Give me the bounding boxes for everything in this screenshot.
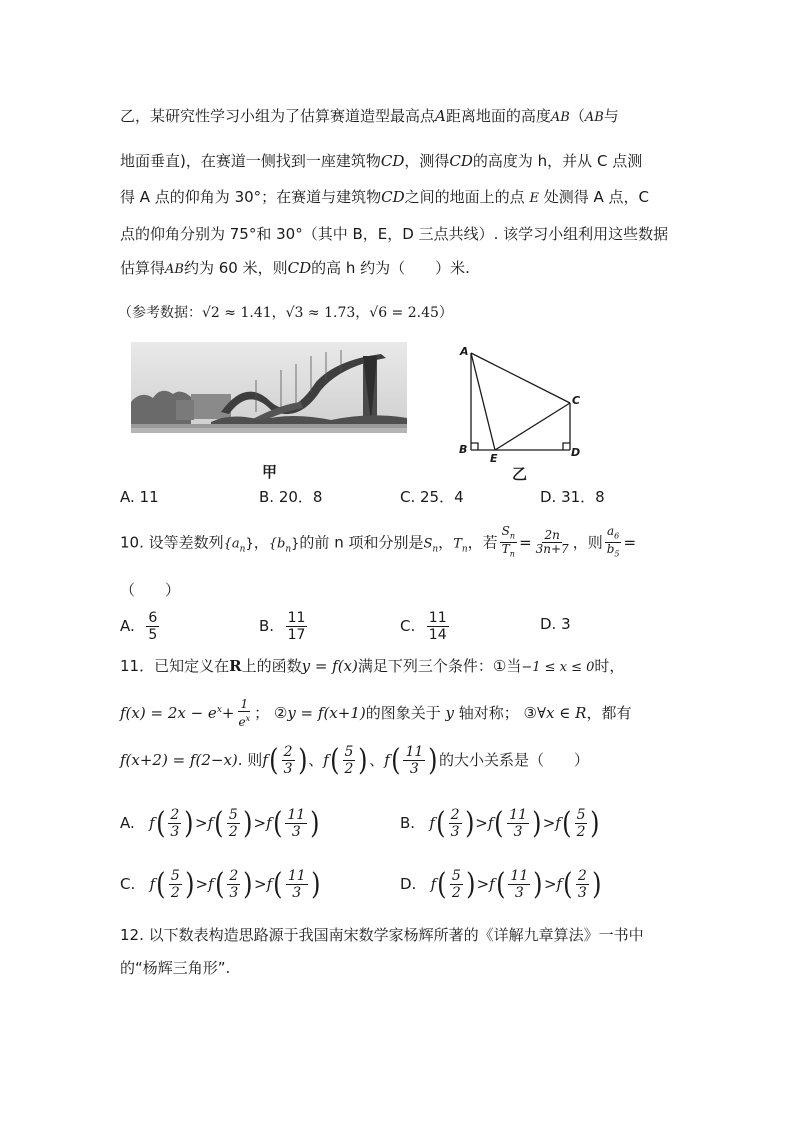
p11-option-b[interactable]: B. f( $\frac{2}{3}$ )>f( $\frac{11}{3}$ )>f( $\frac{5}{2}$ ) — [400, 805, 601, 841]
p9-line-5: 估算得AB约为 60 米，则CD的高 h 约为（ ）米. — [120, 259, 470, 277]
p9-option-c[interactable]: C. 25．4 — [400, 488, 464, 506]
p9-line-1: 乙，某研究性学习小组为了估算赛道造型最高点A距离地面的高度AB（AB与 — [120, 107, 619, 125]
p10-stem: 10. 设等差数列$\{a_n\}$，$\{b_n\}$的前 n 项和分别是$S_n$，$T_n$，若 $\frac{S_n}{T_n}$ = $\frac{2n}{3n+7}$ ，则 $\frac{a_6}{b_5}$ = — [120, 524, 637, 559]
p9-reference-data: （参考数据：√2 ≈ 1.41，√3 ≈ 1.73，√6 = 2.45） — [118, 305, 453, 321]
p11-line-3: f(x+2) = f(2−x). 则f( $\frac{2}{3}$ )、f( $\frac{5}{2}$ )、f( $\frac{11}{3}$ )的大小关系是（ ） — [120, 742, 590, 778]
p9-line-3: 得 A 点的仰角为 30°；在赛道与建筑物CD之间的地面上的点 E 处测得 A 点，C — [120, 188, 650, 206]
p11-option-a[interactable]: A. f( $\frac{2}{3}$ )>f( $\frac{5}{2}$ )>f( $\frac{11}{3}$ ) — [120, 805, 320, 841]
p9-option-b[interactable]: B. 20．8 — [259, 488, 323, 506]
p9-line-2: 地面垂直)，在赛道一侧找到一座建筑物CD，测得CD的高度为 h，并从 C 点测 — [120, 152, 643, 170]
p10-option-c[interactable]: C. $\frac{11}{14}$ — [400, 610, 447, 643]
p10-option-a[interactable]: A. $\frac{6}{5}$ — [120, 610, 158, 643]
geometry-figure — [455, 340, 595, 465]
point-E-label: E — [490, 452, 498, 465]
point-A-label: A — [460, 345, 469, 358]
p11-option-d[interactable]: D. f( $\frac{5}{2}$ )>f( $\frac{11}{3}$ )>f( $\frac{2}{3}$ ) — [400, 866, 602, 902]
p11-option-c[interactable]: C. f( $\frac{5}{2}$ )>f( $\frac{2}{3}$ )>f( $\frac{11}{3}$ ) — [120, 866, 321, 902]
p11-line-1: 11．已知定义在R上的函数y = f(x)满足下列三个条件：①当−1 ≤ x ≤ 0时， — [120, 657, 625, 675]
p11-line-2: $f(x) = 2x - e^x+$ $\frac{1}{e^x}$ ； ②y = f(x+1)的图象关于 y 轴对称； ③∀x ∈ R，都有 — [120, 697, 632, 729]
ski-jump-photo — [131, 342, 407, 433]
p10-answer-blank: （ ） — [120, 581, 181, 599]
point-B-label: B — [459, 443, 468, 456]
point-C-label: C — [572, 394, 581, 407]
photo-caption-jia: 甲 — [262, 463, 278, 481]
figure-caption-yi: 乙 — [512, 465, 528, 483]
p9-option-d[interactable]: D. 31．8 — [540, 488, 605, 506]
p10-option-d[interactable]: D. 3 — [540, 615, 571, 633]
p12-line-1: 12. 以下数表构造思路源于我国南宋数学家杨辉所著的《详解九章算法》一书中 — [120, 926, 644, 944]
point-D-label: D — [571, 446, 581, 459]
p9-option-a[interactable]: A. 11 — [120, 488, 159, 506]
p9-line-4: 点的仰角分别为 75°和 30°（其中 B，E，D 三点共线）. 该学习小组利用这些数据 — [120, 225, 669, 243]
p12-line-2: 的“杨辉三角形”. — [120, 959, 231, 977]
p10-option-b[interactable]: B. $\frac{11}{17}$ — [259, 610, 306, 643]
